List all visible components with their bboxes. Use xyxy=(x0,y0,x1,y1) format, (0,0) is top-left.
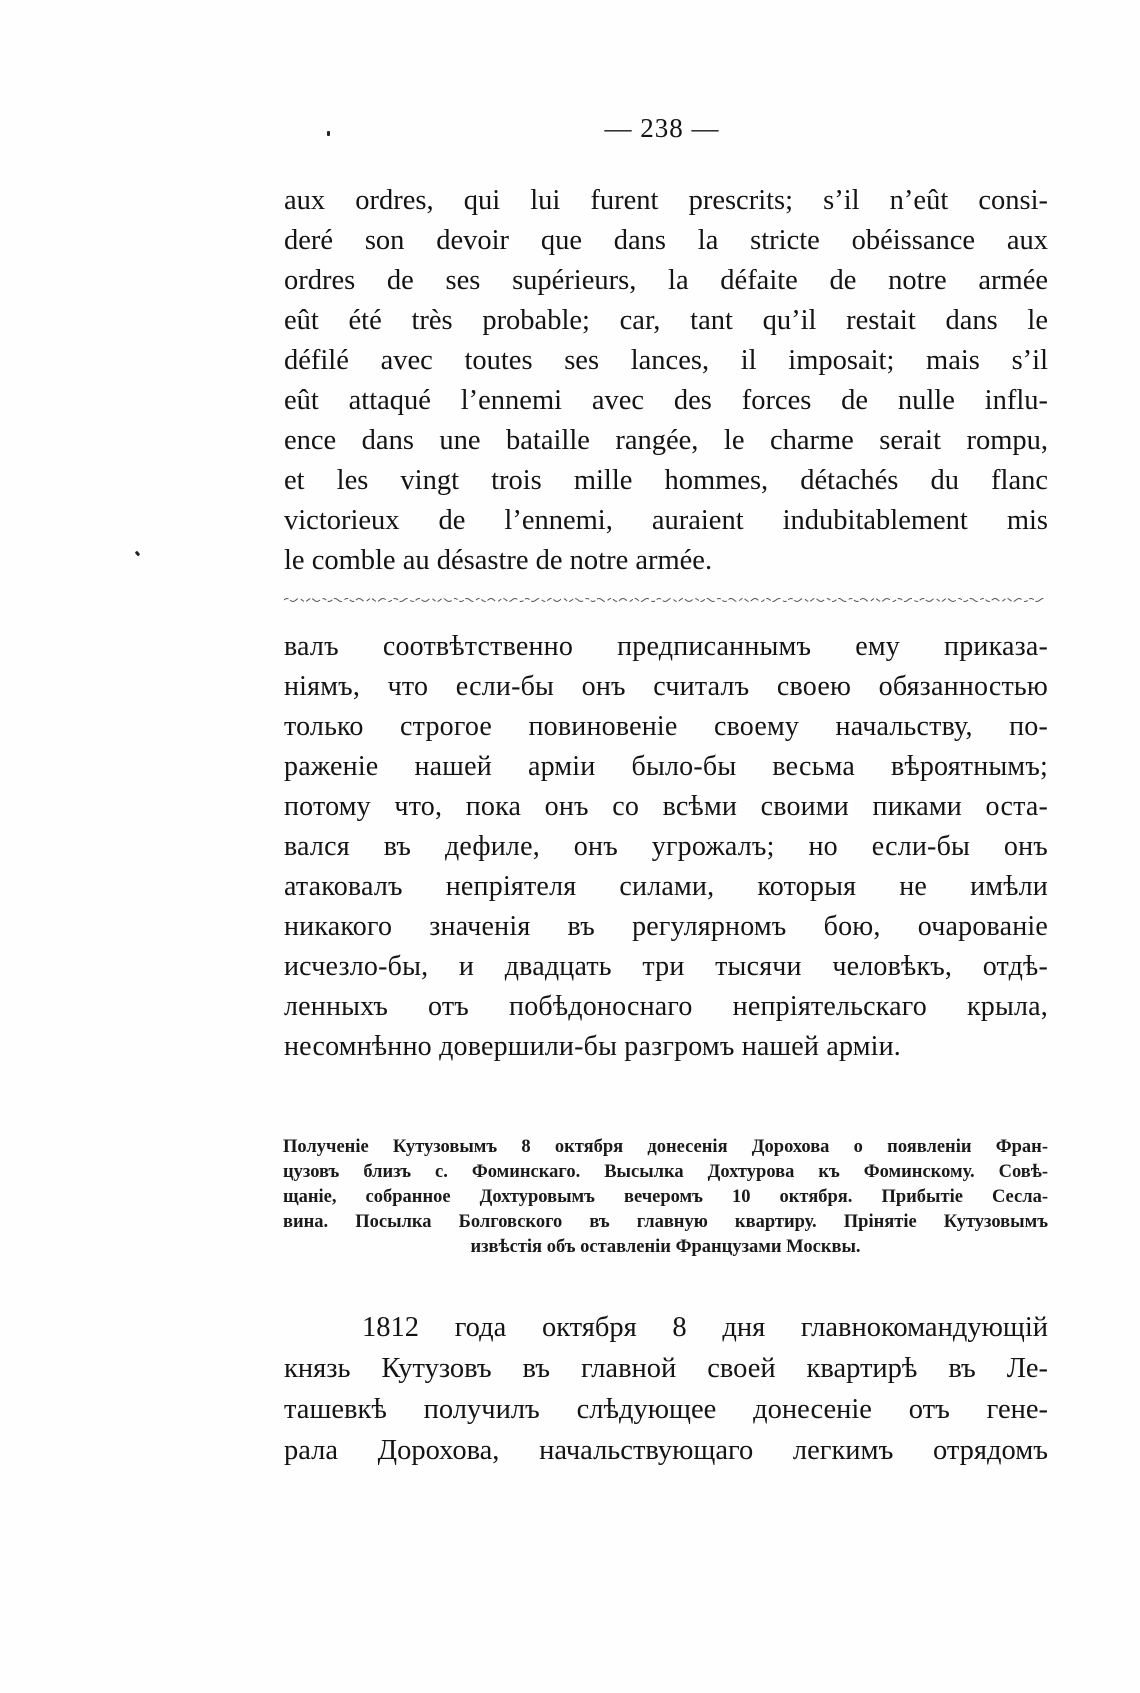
russian-paragraph xyxy=(284,627,1048,1067)
page-number: — 238 — xyxy=(604,113,720,143)
text-line: раженiе нашей армiи было-бы весьма вѣроятнымъ; xyxy=(284,751,1048,782)
scan-speck xyxy=(327,131,330,136)
text-line: валъ соотвѣтственно предписаннымъ ему приказа- xyxy=(284,631,1048,662)
text-line: князь Кутузовъ въ главной своей квартирѣ въ Ле- xyxy=(284,1353,1048,1384)
opening-paragraph xyxy=(284,1307,1048,1471)
scan-speck xyxy=(135,551,141,557)
text-line: вался въ дефиле, онъ угрожалъ; но если-бы онъ xyxy=(284,831,1048,862)
text-line: et les vingt trois mille hommes, détachés du flanc xyxy=(284,465,1048,496)
text-line: aux ordres, qui lui furent prescrits; s’il n’eût consi- xyxy=(284,185,1048,216)
text-line: ence dans une bataille rangée, le charme serait rompu, xyxy=(284,425,1048,456)
text-line: eût attaqué l’ennemi avec des forces de nulle influ- xyxy=(284,385,1048,416)
text-line: только строгое повиновенiе своему начальству, по- xyxy=(284,711,1048,742)
text-line: несомнѣнно довершили-бы разгромъ нашей армiи. xyxy=(284,1031,902,1062)
wavy-separator-line xyxy=(284,594,1048,604)
text-line: нiямъ, что если-бы онъ считалъ своею обязанностью xyxy=(284,671,1048,702)
text-line: потому что, пока онъ со всѣми своими пиками оста- xyxy=(284,791,1048,822)
text-line: ташевкѣ получилъ слѣдующее донесенiе отъ гене- xyxy=(284,1394,1048,1425)
text-line: 1812 года октября 8 дня главнокомандующiй xyxy=(362,1312,1048,1343)
french-paragraph xyxy=(284,181,1048,581)
text-line: victorieux de l’ennemi, auraient indubitablement mis xyxy=(284,505,1048,536)
text-line: никакого значенiя въ регулярномъ бою, очарованiе xyxy=(284,911,1048,942)
text-line: рала Дорохова, начальствующаго легкимъ отрядомъ xyxy=(284,1435,1048,1466)
text-line: deré son devoir que dans la stricte obéissance aux xyxy=(284,225,1048,256)
chapter-summary xyxy=(283,1135,1048,1260)
summary-line: цузовъ близъ с. Фоминскаго. Высылка Дохтурова къ Фоминскому. Совѣ- xyxy=(283,1162,1048,1182)
text-line: eût été très probable; car, tant qu’il restait dans le xyxy=(284,305,1048,336)
summary-line: извѣстiя объ оставленiи Французами Москвы. xyxy=(470,1237,861,1257)
text-line: атаковалъ непрiятеля силами, которыя не имѣли xyxy=(284,871,1048,902)
text-line: исчезло-бы, и двадцать три тысячи человѣкъ, отдѣ- xyxy=(284,951,1048,982)
summary-line: вина. Посылка Болговского въ главную квартиру. Прiнятiе Кутузовымъ xyxy=(283,1212,1048,1232)
text-line: défilé avec toutes ses lances, il imposait; mais s’il xyxy=(284,345,1048,376)
text-line: ordres de ses supérieurs, la défaite de notre armée xyxy=(284,265,1048,296)
summary-line: Полученiе Кутузовымъ 8 октября донесенiя Дорохова о появленiи Фран- xyxy=(283,1137,1048,1157)
summary-line: щанiе, собранное Дохтуровымъ вечеромъ 10 октября. Прибытiе Сесла- xyxy=(283,1187,1048,1207)
text-line: ленныхъ отъ побѣдоноснаго непрiятельскаго крыла, xyxy=(284,991,1048,1022)
text-line: le comble au désastre de notre armée. xyxy=(284,545,713,576)
